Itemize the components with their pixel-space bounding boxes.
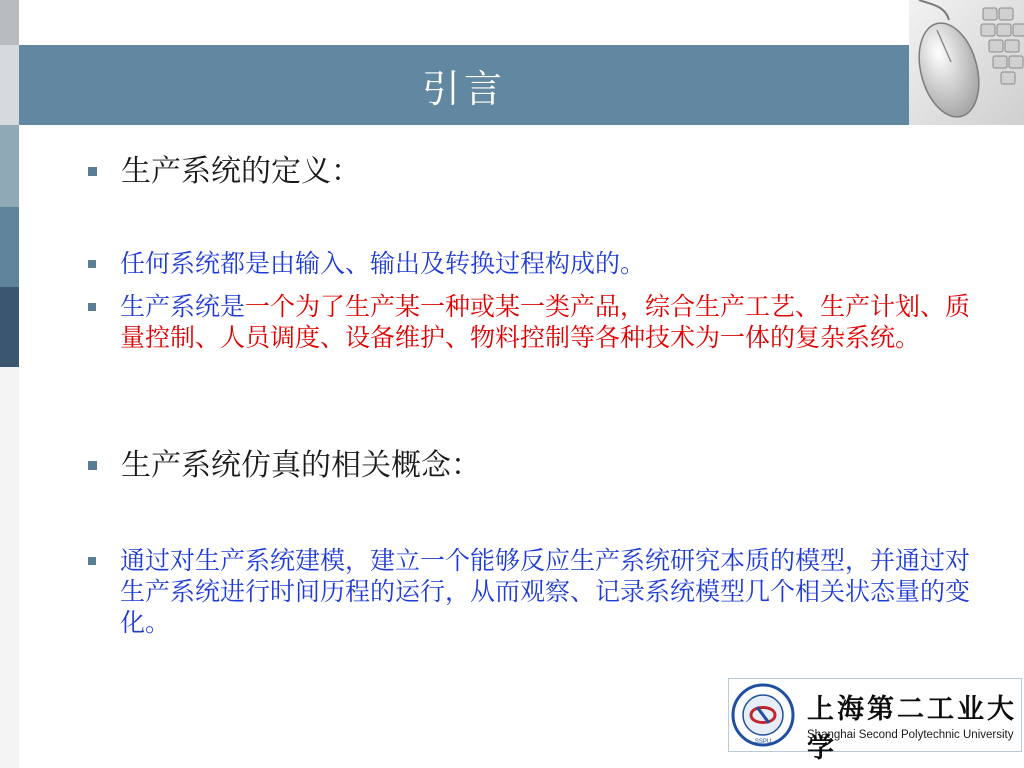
- definition-text-2-red: 一个为了生产某一种或某一类产品，综合生产工艺、生产计划、质量控制、人员调度、设备维护、物料控制等各种技术为一体的复杂系统。: [120, 292, 971, 352]
- definition-text-1: 任何系统都是由输入、输出及转换过程构成的。: [120, 249, 646, 278]
- square-bullet-icon: [88, 303, 96, 311]
- strip-segment: [0, 125, 19, 207]
- bullet-simulation-heading: [88, 446, 481, 486]
- strip-segment: [0, 0, 19, 45]
- definition-heading: 生产系统的定义：: [121, 154, 361, 189]
- strip-segment: [0, 207, 19, 287]
- definition-text-2: [120, 291, 975, 353]
- left-decorative-strip: [0, 0, 19, 768]
- definition-text-2-blue: 生产系统是: [120, 292, 246, 321]
- slide-title: 引言: [421, 66, 506, 111]
- square-bullet-icon: [88, 167, 97, 176]
- bullet-definition-heading: [88, 152, 361, 192]
- strip-segment: [0, 287, 19, 367]
- simulation-heading: 生产系统仿真的相关概念：: [121, 448, 481, 483]
- keyboard-mouse-icon: [909, 0, 1024, 125]
- square-bullet-icon: [88, 461, 97, 470]
- university-name-en: Shanghai Second Polytechnic University: [807, 729, 1014, 741]
- keyboard-mouse-image: [909, 0, 1024, 125]
- bullet-simulation-1: [88, 545, 975, 638]
- strip-segment: [0, 367, 19, 768]
- university-logo: [728, 678, 1022, 764]
- university-seal-icon: [731, 683, 795, 747]
- strip-segment: [0, 45, 19, 125]
- bullet-definition-2: [88, 291, 975, 353]
- seal-text: SSPU: [754, 739, 772, 745]
- bullet-definition-1: [88, 248, 975, 279]
- title-bar: [19, 45, 909, 125]
- square-bullet-icon: [88, 557, 96, 565]
- square-bullet-icon: [88, 260, 96, 268]
- university-name-cn: 上海第二工业大学: [807, 694, 1017, 764]
- simulation-text-1: 通过对生产系统建模，建立一个能够反应生产系统研究本质的模型，并通过对生产系统进行时间历程的运行，从而观察、记录系统模型几个相关状态量的变化。: [120, 546, 971, 637]
